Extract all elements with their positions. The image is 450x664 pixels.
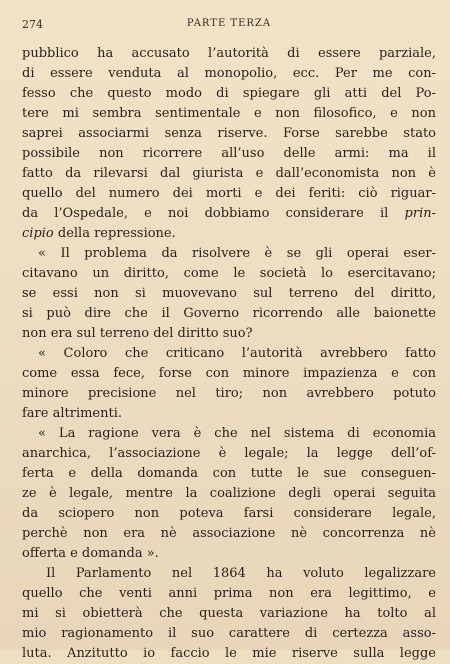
text-line: possibile non ricorrere all’uso delle armi: ma il (22, 146, 436, 161)
text-line: citavano un diritto, come le società lo esercitavano; (22, 266, 436, 281)
text-line: mi si obietterà che questa variazione ha tolto al (22, 606, 436, 621)
text-line: fesso che questo modo di spiegare gli atti del Po- (22, 86, 436, 101)
text-line: mio ragionamento il suo carattere di certezza asso- (22, 626, 436, 641)
text-line: perchè non era nè associazione nè concorrenza nè (22, 526, 436, 541)
text-line: quello che venti anni prima non era legittimo, e (22, 586, 436, 601)
text-line: pubblico ha accusato l’autorità di essere parziale, (22, 46, 436, 61)
text-line: di essere venduta al monopolio, ecc. Per me con- (22, 66, 436, 81)
italic-word: cipio (22, 226, 54, 241)
text-line: fare altrimenti. (22, 406, 123, 421)
text-line: « Il problema da risolvere è se gli operai eser- (38, 246, 436, 261)
text-line: Il Parlamento nel 1864 ha voluto legalizzare (46, 566, 436, 581)
text-line: tere mi sembra sentimentale e non filosofico, e non (22, 106, 436, 121)
text-line: offerta e domanda ». (22, 546, 159, 561)
text-line: minore precisione nel tiro; non avrebbero potuto (22, 386, 436, 401)
text-line: quello del numero dei morti e dei feriti: ciò riguar- (22, 186, 436, 201)
italic-word: prin- (404, 206, 436, 221)
text-line: cipio della repressione. (22, 226, 176, 241)
text-line: saprei associarmi senza riserve. Forse sarebbe stato (22, 126, 436, 141)
text-line: fatto da rilevarsi dal giurista e dall’economista non è (22, 166, 436, 181)
text-line: se essi non si muovevano sul terreno del diritto, (22, 286, 436, 301)
page-body (22, 44, 436, 664)
text-line: luta. Anzitutto io faccio le mie riserve sulla legge (22, 646, 436, 661)
text-line: come essa fece, forse con minore impazienza e con (22, 366, 436, 381)
text-line: non era sul terreno del diritto suo? (22, 326, 253, 341)
running-head: PARTE TERZA (186, 18, 272, 29)
text-line: si può dire che il Governo ricorrendo alle baionette (22, 306, 436, 321)
text-line: da l’Ospedale, e noi dobbiamo considerare il prin- (22, 206, 436, 221)
text-line: ze è legale, mentre la coalizione degli operai seguita (22, 486, 436, 501)
text-line: « La ragione vera è che nel sistema di economia (38, 426, 436, 441)
page-number: 274 (22, 18, 43, 31)
page-header (22, 16, 436, 34)
text-line: ferta e della domanda con tutte le sue conseguen- (22, 466, 436, 481)
text-line: anarchica, l’associazione è legale; la legge dell’of- (22, 446, 436, 461)
text-line: « Coloro che criticano l’autorità avrebbero fatto (38, 346, 436, 361)
text-line: da sciopero non poteva farsi considerare legale, (22, 506, 436, 521)
